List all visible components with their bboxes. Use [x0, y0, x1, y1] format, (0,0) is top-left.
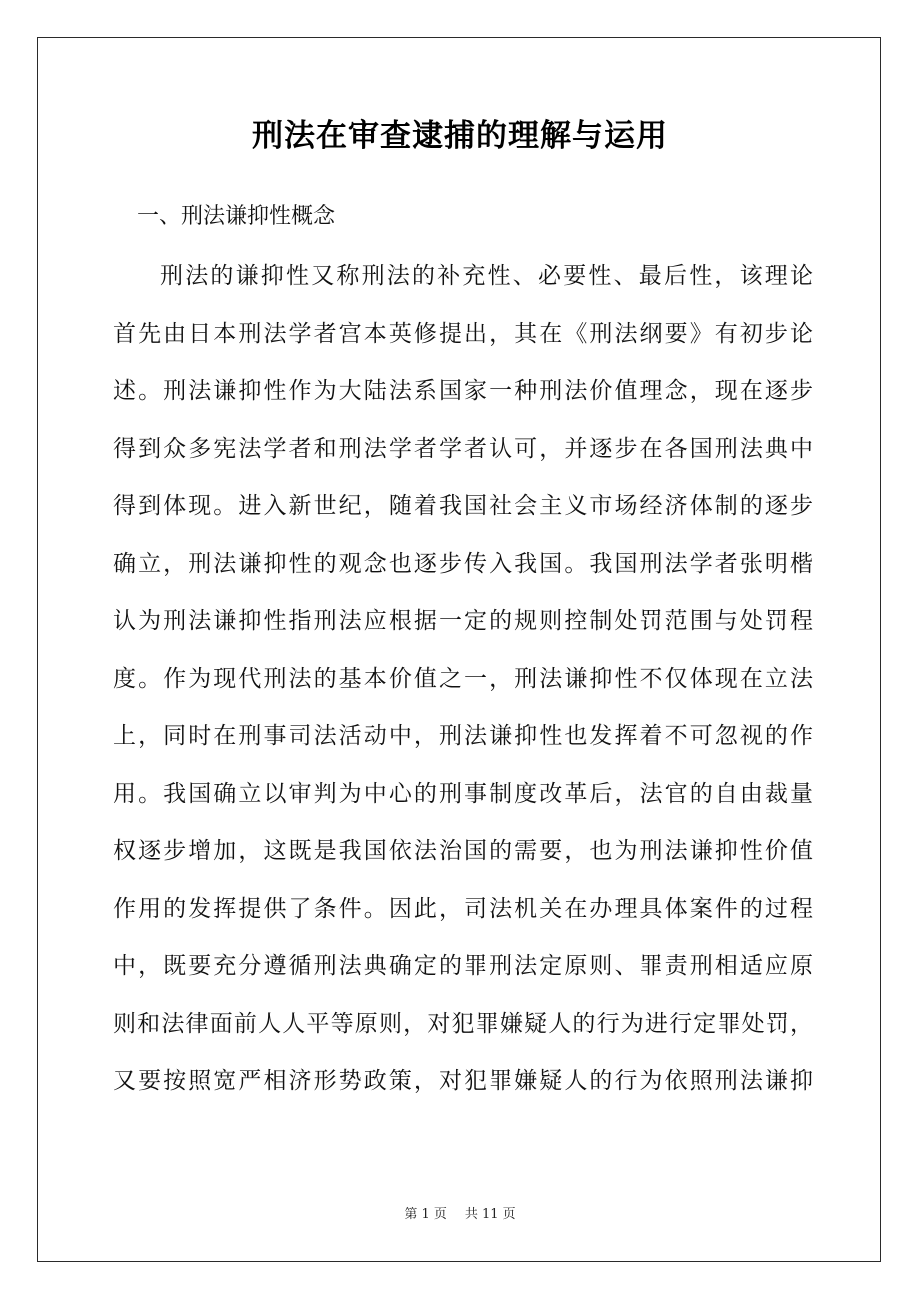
- body-line: 得到体现。进入新世纪，随着我国社会主义市场经济体制的逐步: [113, 493, 813, 519]
- body-paragraph: [113, 258, 813, 1121]
- body-line: 用。我国确立以审判为中心的刑事制度改革后，法官的自由裁量: [113, 780, 813, 807]
- body-line: 又要按照宽严相济形势政策，对犯罪嫌疑人的行为依照刑法谦抑: [113, 1068, 813, 1094]
- body-line: 确立，刑法谦抑性的观念也逐步传入我国。我国刑法学者张明楷: [113, 550, 813, 577]
- page-number: 第 1 页: [404, 1207, 447, 1222]
- body-line: 中，既要充分遵循刑法典确定的罪刑法定原则、罪责刑相适应原: [113, 953, 813, 979]
- body-line: 首先由日本刑法学者宫本英修提出，其在《刑法纲要》有初步论: [113, 320, 813, 347]
- body-line: 权逐步增加，这既是我国依法治国的需要，也为刑法谦抑性价值: [113, 838, 813, 864]
- body-line: 认为刑法谦抑性指刑法应根据一定的规则控制处罚范围与处罚程: [113, 608, 813, 634]
- page-total: 共 11 页: [464, 1207, 516, 1222]
- document-title: 刑法在审查逮捕的理解与运用: [252, 118, 668, 154]
- body-line: 作用的发挥提供了条件。因此，司法机关在办理具体案件的过程: [113, 895, 813, 922]
- body-line: 述。刑法谦抑性作为大陆法系国家一种刑法价值理念，现在逐步: [113, 378, 813, 404]
- body-line: 得到众多宪法学者和刑法学者学者认可，并逐步在各国刑法典中: [113, 435, 813, 462]
- body-line: 则和法律面前人人平等原则，对犯罪嫌疑人的行为进行定罪处罚，: [113, 1010, 813, 1037]
- page-footer: [0, 1205, 920, 1225]
- body-line: 上，同时在刑事司法活动中，刑法谦抑性也发挥着不可忽视的作: [113, 723, 813, 749]
- body-line: 刑法的谦抑性又称刑法的补充性、必要性、最后性，该理论: [160, 263, 813, 289]
- body-line: 度。作为现代刑法的基本价值之一，刑法谦抑性不仅体现在立法: [113, 665, 813, 692]
- section-heading: 一、刑法谦抑性概念: [137, 204, 336, 229]
